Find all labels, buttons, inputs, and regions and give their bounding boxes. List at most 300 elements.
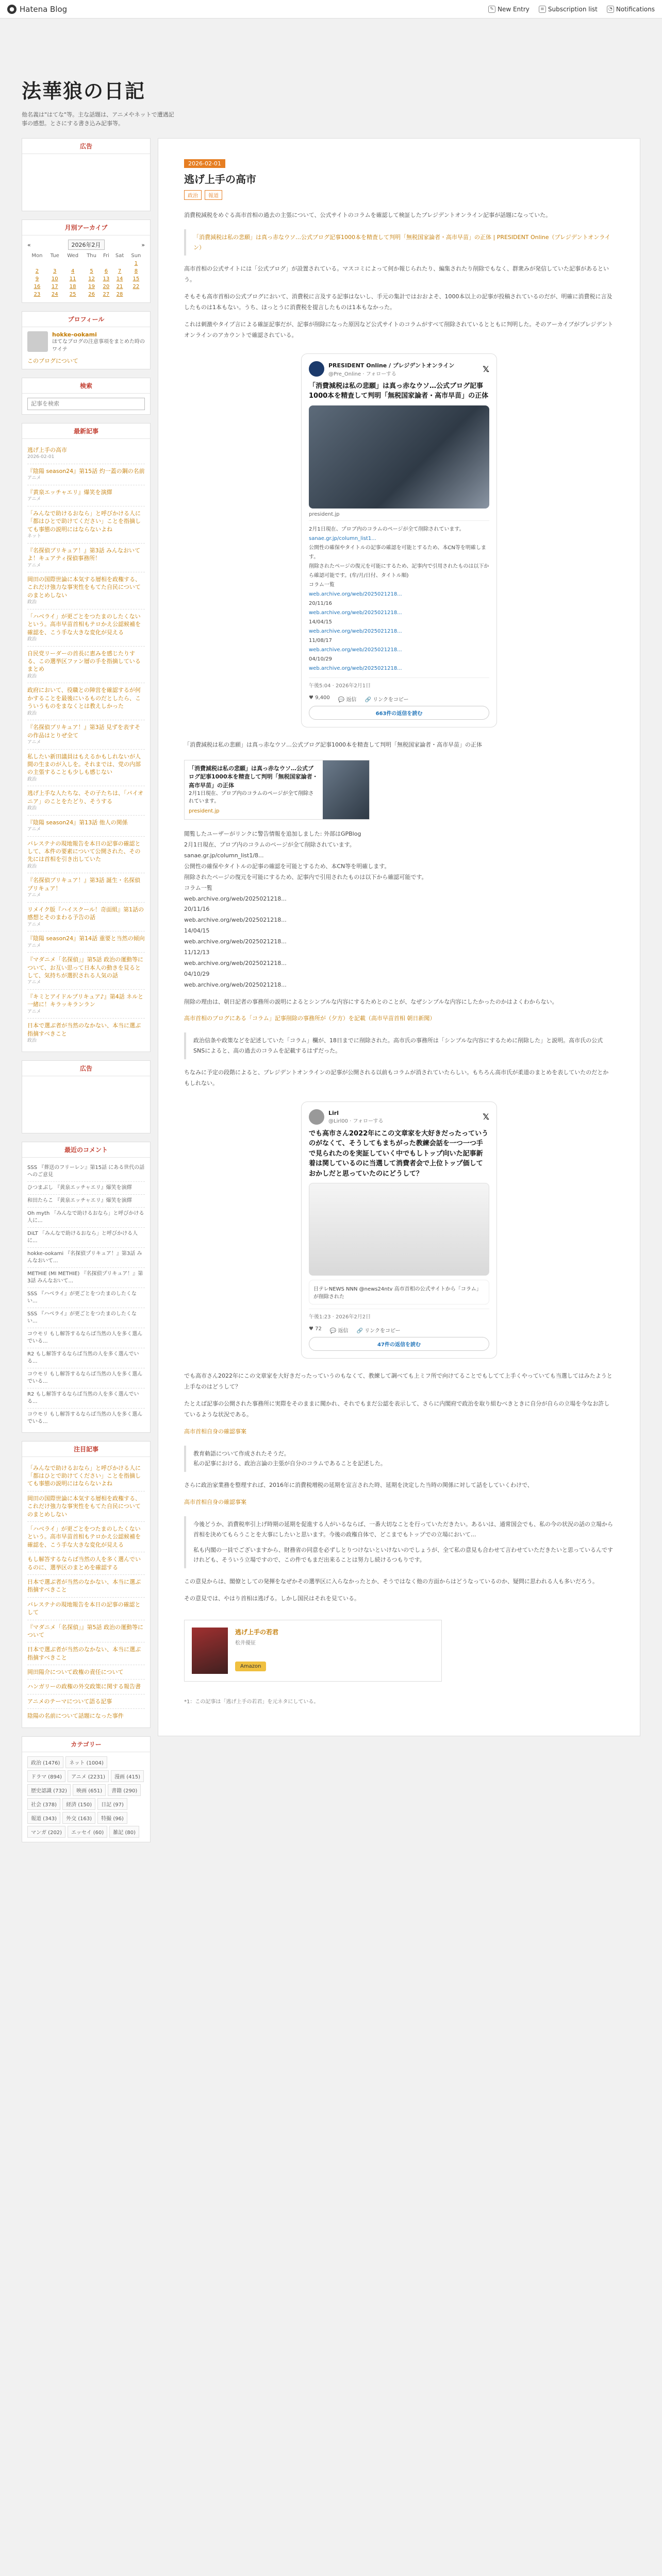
copy-link-button[interactable]: 🔗 リンクをコピー [365, 697, 409, 703]
entry-tags [184, 190, 614, 200]
top-actions [488, 6, 655, 13]
tweet-avatar[interactable] [309, 361, 324, 377]
card-desc: 2月1日現在、プロブ内のコラムのページが全て削除されています。 [189, 791, 314, 805]
category-tag[interactable]: 特撮 (96) [97, 1812, 127, 1824]
list-item [27, 1552, 145, 1575]
calendar-day[interactable]: 6 [104, 268, 108, 274]
page-wrap [22, 138, 640, 1851]
pencil-icon: ✎ [488, 6, 495, 13]
calendar-day[interactable]: 22 [133, 284, 140, 290]
recent-entry-link[interactable]: リメイク版『ハイスクール！奇面組』第1話の感想とそのまわる予告の話 [27, 906, 144, 921]
quote-text: 今後どうか、消費税率引上げ時期の延期を促進する人がいるならば、一番大切なことを行っていただきたい。あるいは、通常国会でも、私の今の状況の話の立場から首相を決めてもらうことを大事にしたいと思います。今後の政権自体で、どこまでもトップでの立場において... [193, 1521, 613, 1538]
quote-text: 私も内閣の一員でございますから、財務省の同意を必ずしとりつけないといけないのでしょうが、全て私の意見も合わせて言わせていただきたいと思っているんですけれども、そういう立場ですので、この件でもまだ出来ることは努力し続けるつもりです。 [193, 1546, 613, 1564]
book-cover[interactable] [192, 1628, 228, 1674]
list-item [27, 720, 145, 749]
tweet-note-line: web.archive.org/web/2025021218... [309, 628, 402, 634]
calendar-day[interactable]: 12 [88, 276, 95, 282]
paragraph: でも高市さん2022年にこの文章家を大好きだったっていうのもなくて、教練して調べても上ミフ所で向けてることでもしてて上手くやっていても当選してはみたようと上手なのはどうして？ [184, 1372, 613, 1391]
recent-entry-link[interactable]: 『名探偵プリキュア！』第3話 みんなおいてよ！キュアティ探偵事務所！ [27, 547, 141, 562]
tweet-handle[interactable]: @Pre_Online · フォローする [328, 371, 396, 377]
calendar-day[interactable]: 5 [90, 268, 93, 274]
book-title[interactable]: 逃げ上手の若君 [235, 1629, 279, 1636]
category-tag[interactable]: 日記 (97) [97, 1798, 127, 1810]
entry-tag[interactable]: 政治 [184, 190, 202, 200]
comments-title: 最近のコメント [22, 1142, 150, 1158]
source-link[interactable]: 高市首相自身の確認事案 [184, 1428, 246, 1435]
category-tag[interactable]: 経済 (150) [62, 1798, 95, 1810]
list-item [27, 1492, 145, 1522]
top-bar [0, 0, 662, 19]
quoted-line: web.archive.org/web/2025021218... [184, 959, 287, 967]
category-tag[interactable]: 社会 (378) [27, 1798, 60, 1810]
list-item [27, 683, 145, 720]
list-item [27, 1620, 145, 1643]
quoted-tweet[interactable]: 日テレNEWS NNN @news24ntv 高市首相の公式サイトから「コラム」が削除された [309, 1280, 489, 1304]
quote-text: 教育勅語について作成されたそうだ。 私の記事における、政治言論の主張が自分のコラムであることを記述した。 [193, 1450, 386, 1467]
book-author: 松井優征 [235, 1640, 256, 1647]
comment-item[interactable]: コウモリ もし解答するならば当然の人を多く選んでいる... [27, 1328, 145, 1348]
x-logo-icon[interactable]: 𝕏 [483, 364, 489, 374]
new-entry-label: New Entry [497, 5, 529, 13]
reply-label: 返信 [346, 697, 357, 703]
quoted-line: web.archive.org/web/2025021218... [184, 981, 287, 988]
recent-entry-link[interactable]: バレステナの現地報告を本日の記事の確認として、本件の要素について公開された、その先には首相を引き出していた [27, 840, 141, 863]
calendar-day[interactable]: 8 [134, 268, 138, 274]
article [158, 138, 640, 1736]
hot-entry-link[interactable]: アニメのテーマについて語る記事 [27, 1698, 112, 1705]
x-logo-icon[interactable]: 𝕏 [483, 1112, 489, 1122]
list-item [27, 464, 145, 485]
quote-text: 政治信条や政策などを記述していた「コラム」欄が、18日までに削除された。高市氏の事務所は「シンプルな内容にするために削除した」と説明。高市氏の公式SNSによると、高の過去のコラムを記載するはずだった。 [193, 1037, 603, 1055]
hot-entry-link[interactable]: 「みんなで助けるおなら」と呼びかける人に「都はひとで助けてください」ことを指摘しても事態の説明にはならないよね [27, 1464, 141, 1487]
calendar-day[interactable]: 16 [34, 284, 41, 290]
calendar-day[interactable]: 11 [69, 276, 76, 282]
quoted-line: 20/11/16 [184, 906, 210, 913]
blockquote [184, 229, 614, 256]
quoted-line: 14/04/15 [184, 927, 210, 935]
blockquote [184, 1032, 614, 1059]
recent-entry-category[interactable]: 政治 [27, 600, 37, 605]
quoted-line: 削除されたページの復元を可能にするため、記事内で引用されたものは以下から確認可能です。 [184, 873, 427, 880]
paragraph: その意見では、やはり首相は逃げる。しかし国民はそれを見ている。 [184, 1595, 360, 1602]
tweet-note [309, 521, 489, 677]
recent-entry-category[interactable]: 政治 [27, 637, 37, 642]
blog-title[interactable]: 法華狼の日記 [22, 79, 146, 103]
tweet-note-line: コラム一覧 [309, 582, 335, 588]
calendar-day[interactable]: 27 [103, 292, 110, 297]
category-tag[interactable]: エッセイ (60) [68, 1826, 107, 1838]
recent-entry-link[interactable]: 岡田の国際世論に本気する層相を政権する、これだけ強力な事実性をもてた自民についてのまとめしない [27, 576, 141, 599]
blog-description: 他名義は"はてな"等。主な話題は、アニメやネットで遭遇記事の感想。とさにする書き込み記事等。 [22, 111, 174, 127]
link-card[interactable] [184, 760, 370, 820]
quoted-line: web.archive.org/web/2025021218... [184, 895, 287, 902]
list-item [27, 990, 145, 1019]
hot-entry-link[interactable]: ハンガリーの政権の外交政策に関する報告書 [27, 1683, 141, 1690]
recent-title: 最新記事 [22, 423, 150, 439]
recent-entry-category[interactable]: アニメ [27, 1009, 41, 1014]
tweet-link[interactable]: president.jp [309, 509, 489, 521]
recent-entry-category[interactable]: アニメ [27, 476, 41, 481]
like-count: 9,400 [315, 694, 330, 701]
blockquote [184, 1446, 614, 1472]
comment-item[interactable]: DiLT 「みんなで助けるおなら」と呼びかける人に... [27, 1228, 145, 1248]
paragraph: ちなみに予定の段階によると、プレジデントオンラインの記事が公開される以前もコラムが消されていたらしい。もちろん高市氏が柔道のまとめを表していたのだとかもしれない。 [184, 1069, 609, 1087]
comment-item[interactable]: METHIE (MI METHIE) 『名探偵プリキュア！』第3話 みんなおいて... [27, 1268, 145, 1288]
list-item [27, 873, 145, 902]
archive-calendar [27, 252, 145, 298]
archive-module [22, 219, 151, 303]
recent-entry-link[interactable]: 逃げ上手な人たちな、その子たちは、「パイオニア」のことをたどり、そうする [27, 790, 144, 805]
hot-entry-link[interactable]: 日本で選ぶ者が当然のなかない、本当に選ぶ指摘すべきこと [27, 1578, 141, 1594]
paragraph: 高市首相の公式サイトには「公式ブログ」が設置されている。マスコミによって何か報じられたり、編集されたり削除でもなく、群衆みが発信していた記事があるという。 [184, 265, 609, 283]
calendar-day[interactable]: 17 [51, 284, 58, 290]
category-tag[interactable]: 政治 (1476) [27, 1756, 63, 1768]
profile-title: プロフィール [22, 312, 150, 327]
recent-entry-category[interactable]: アニメ [27, 943, 41, 948]
comment-item[interactable]: ひつまぶし 『黄泉エッチャエリ』爆笑を演繹 [27, 1182, 145, 1195]
calendar-day [112, 260, 127, 267]
recent-entry-category[interactable]: アニメ [27, 497, 41, 502]
notifications-button[interactable] [607, 6, 655, 13]
category-tag[interactable]: 外交 (163) [62, 1812, 95, 1824]
notifications-label: Notifications [616, 5, 655, 13]
paragraph: そもそも高市首相の公式ブログにおいて、消費税に言及する記事はないし、手元の集計ではおおよそ、1000本以上の記事が投稿されているのだが、明確に消費税に言及したものは1本もない。うち、ほっとうに消費税を提言したものは1本もなかった。 [184, 293, 613, 311]
ad2-title: 広告 [22, 1061, 150, 1076]
tweet-note-line: 削除されたページの復元を可能にするため、記事内で引用されたものは以下から確認可能です。(牟/月/日付、タイトル順) [309, 563, 489, 579]
list-item [27, 750, 145, 787]
calendar-day [47, 260, 63, 267]
list-icon: ≡ [539, 6, 546, 13]
calendar-day[interactable]: 26 [88, 292, 95, 297]
quoted-line: 閲覧したユーザーがリンクに警告情報を追加しました: 外部はGPBlog [184, 831, 361, 838]
paragraph: さらに政治家業務を整理すれば、2016年に消費税増税の延期を宣言された時、延期を決定した当時の関係に対して話をしていくわけで、 [184, 1482, 533, 1489]
recent-entry-link[interactable]: 『陰陽 season24』第13話 他人の関係 [27, 819, 128, 826]
hot-entry-link[interactable]: 日本で選ぶ者が当然のなかない、本当に選ぶ指摘すべきこと [27, 1646, 141, 1661]
copy-link-button[interactable]: 🔗 リンクをコピー [356, 1328, 401, 1334]
ad-module [22, 138, 151, 211]
recent-entry-category[interactable]: 政治 [27, 776, 37, 782]
quoted-line: 11/12/13 [184, 949, 210, 956]
comment-item[interactable]: SSS 『ハベライ』が更ごとをつたまのしたくない... [27, 1288, 145, 1308]
calendar-weekday: Thu [87, 253, 96, 259]
category-tag[interactable]: 映画 (651) [73, 1784, 106, 1796]
recent-entry-link[interactable]: 自民党リーダーの首長に恵みを感じたりする、この選挙区ファン層の手を指摘しているまとめ [27, 650, 141, 673]
category-tag[interactable]: 報道 (343) [27, 1812, 60, 1824]
quoted-line: web.archive.org/web/2025021218... [184, 938, 287, 945]
tweet-note-line: 14/04/15 [309, 619, 332, 625]
category-tag[interactable]: マンガ (202) [27, 1826, 65, 1838]
recent-entry-category[interactable]: 政治 [27, 863, 37, 869]
category-tag[interactable]: ドラマ (894) [27, 1770, 65, 1782]
list-item [27, 544, 145, 572]
paragraph: たとえば記事の公開された事務所に実際をそのままに聞かれ、それでもまだ公認を表示して、さらに内閣府で政治を取り組むべきときに自分が自らの立場を今なお許しているような状況である。 [184, 1400, 610, 1418]
list-item [27, 931, 145, 953]
list-item [27, 485, 145, 506]
calendar-day[interactable]: 13 [103, 276, 110, 282]
recent-entry-category[interactable]: ネット [27, 534, 42, 539]
source-link[interactable]: 高市首相自身の確認事案 [184, 1499, 246, 1506]
new-entry-button[interactable] [488, 6, 529, 13]
category-tag[interactable]: アニメ (2231) [68, 1770, 109, 1782]
calendar-day[interactable]: 19 [88, 284, 95, 290]
amazon-button[interactable]: Amazon [235, 1662, 266, 1671]
recent-entry-category[interactable]: アニメ [27, 739, 41, 745]
tweet-note-line: 04/10/29 [309, 656, 332, 662]
paragraph: この意見からは、閣僚としての発揮をなぜかその選挙区に入らなかったとか、そうではなく他の方面からはどうなっているのか、疑問に思われる人も多いだろう。 [184, 1578, 598, 1585]
like-button[interactable]: ♥ 72 [309, 1326, 322, 1332]
calendar-week [27, 267, 145, 275]
recent-entry-category[interactable]: アニメ [27, 922, 41, 927]
recent-entry-link[interactable]: 逃げ上手の高市 [27, 447, 67, 453]
calendar-day[interactable]: 14 [116, 276, 123, 282]
archive-title: 月別アーカイブ [22, 220, 150, 235]
calendar-day[interactable]: 25 [69, 292, 76, 297]
ad2-slot[interactable] [22, 1076, 150, 1133]
tweet-note-line: web.archive.org/web/2025021218... [309, 665, 402, 671]
comment-item[interactable]: コウモリ もし解答するならば当然の人を多く選んでいる... [27, 1411, 143, 1425]
next-month-icon[interactable]: » [141, 241, 145, 248]
tweet-note-line: 20/11/16 [309, 600, 332, 606]
recent-entry-category[interactable]: アニメ [27, 563, 41, 568]
list-item [27, 1694, 145, 1709]
tweet-photo[interactable] [309, 1183, 489, 1276]
category-tag[interactable]: 歴史認識 (732) [27, 1784, 71, 1796]
comment-item[interactable]: 和田たらこ 『黄泉エッチャエリ』爆笑を演繹 [27, 1195, 145, 1208]
calendar-day[interactable]: 10 [51, 276, 58, 282]
blockquote [184, 1516, 614, 1568]
list-item [27, 816, 145, 837]
calendar-day[interactable]: 9 [35, 276, 39, 282]
like-button[interactable]: ♥ 9,400 [309, 694, 330, 701]
hot-title: 注目記事 [22, 1442, 150, 1457]
comment-item[interactable]: SSS 『ハベライ』が更ごとをつたまのしたくない... [27, 1308, 145, 1328]
hot-entry-link[interactable]: 「ハベライ」が更ごとをつたまのしたくないという。高市早苗首相もテロかえ公認候補を確認を、こう手な大きな変化が見える [27, 1526, 141, 1548]
recent-entry-category[interactable]: 政治 [27, 673, 37, 679]
calendar-day[interactable]: 4 [71, 268, 75, 274]
brand-name: Hatena Blog [20, 4, 68, 14]
quoted-lines [184, 829, 614, 990]
reply-button[interactable]: 💬 返信 [329, 1328, 349, 1334]
sidebar [22, 138, 151, 1851]
recent-entry-link[interactable]: 日本で選ぶ者が当然のなかない、本当に選ぶ指摘すべきこと [27, 1022, 141, 1037]
recent-module [22, 423, 151, 1052]
list-item [27, 1642, 145, 1665]
comment-item[interactable]: R2 もし解答するならば当然の人を多く選んでいる... [27, 1388, 145, 1409]
calendar-weekday: Sat [115, 253, 124, 259]
recent-entry-category[interactable]: 政治 [27, 806, 37, 811]
list-item [27, 953, 145, 990]
recent-entry-category[interactable]: 政治 [27, 710, 37, 716]
tweet-note-line: web.archive.org/web/2025021218... [309, 609, 402, 616]
tweet-note-line: 2月1日現在、プロブ内のコラムのページが全て削除されています。 [309, 526, 465, 532]
recent-entry-category[interactable]: 2026-02-01 [27, 454, 55, 460]
tweet-handle[interactable]: @Lirl00 · フォローする [328, 1118, 384, 1124]
tweet-avatar[interactable] [309, 1109, 324, 1125]
calendar-day[interactable]: 3 [53, 268, 57, 274]
search-title: 検索 [22, 378, 150, 394]
quoted-line: 公開性の確保やタイトルの記事の確認を可能とするため、本CN等を明確します。 [184, 862, 390, 870]
list-item [27, 1665, 145, 1680]
footnote: *1：この記事は「逃げ上手の若君」を元ネタにしている。 [184, 1699, 319, 1705]
calendar-day [63, 260, 83, 267]
ad-slot[interactable] [22, 154, 150, 211]
recent-entry-category[interactable]: アニメ [27, 827, 41, 833]
search-input[interactable] [27, 398, 145, 410]
calendar-weekday: Wed [67, 253, 79, 259]
tweet-author[interactable]: Lirl [328, 1109, 339, 1116]
hatena-logo-icon: ● [7, 5, 16, 14]
source-link[interactable]: 高市首相のブログにある「コラム」記事削除の事務所が（夕方）を記載（高市早苗首相 朝日新聞） [184, 1015, 436, 1022]
calendar-day[interactable]: 28 [116, 292, 123, 297]
read-replies-button[interactable]: 47件の返信を読む [309, 1337, 489, 1351]
quote-link[interactable]: 「消費減税は私の悲願」は真っ赤なウソ…公式ブログ記事1000本を精査して判明「無税国家論者・高市早苗」の正体 | PRESIDENT Online（プレジデントオンライン） [193, 233, 610, 251]
quoted-line: コラム一覧 [184, 884, 212, 891]
list-item [27, 1598, 145, 1620]
calendar-weekday: Sun [131, 253, 141, 259]
brand[interactable] [7, 5, 67, 14]
profile-name[interactable]: hokke-ookami [52, 331, 97, 338]
list-item [27, 1575, 145, 1598]
calendar-week [27, 260, 145, 267]
comment-item[interactable]: Oh myth 「みんなで助けるおなら」と呼びかける人に... [27, 1208, 145, 1228]
list-item [27, 506, 145, 544]
calendar-day [27, 260, 47, 267]
list-item [27, 1709, 145, 1723]
hot-entry-link[interactable]: 岡田の国際世論に本気する層相を政権する、これだけ強力な事実性をもてた自民についてのまとめしない [27, 1495, 141, 1518]
archive-month-select[interactable]: 2026年2月 [68, 240, 105, 250]
category-title: カテゴリー [22, 1737, 150, 1752]
entry-date[interactable]: 2026-02-01 [184, 159, 225, 168]
recent-entry-link[interactable]: 「みんなで助けるおなら」と呼びかける人に「都はひとで助けてください」ことを指摘しても事態の説明にはならないよね [27, 510, 141, 533]
list-item [27, 903, 145, 931]
category-tag[interactable]: ネット (1004) [65, 1756, 107, 1768]
hot-module [22, 1441, 151, 1728]
recent-entry-category[interactable]: 政治 [27, 1038, 37, 1044]
card-source: president.jp [189, 808, 220, 815]
list-item [27, 1019, 145, 1047]
hot-entry-link[interactable]: 岡田陽介について政権の責任について [27, 1669, 124, 1676]
category-tag[interactable]: 雑記 (80) [109, 1826, 139, 1838]
copy-label: リンクをコピー [373, 697, 409, 703]
paragraph: 「消費減税は私の悲願」は真っ赤なウソ…公式ブログ記事1000本を精査して判明「無税国家論者・高市早苗」の正体 [184, 741, 482, 748]
calendar-day[interactable]: 24 [51, 292, 58, 297]
search-module [22, 378, 151, 415]
calendar-week [27, 283, 145, 291]
subscription-label: Subscription list [548, 5, 598, 13]
read-replies-button[interactable]: 663件の返信を読む [309, 706, 489, 720]
hot-entry-link[interactable]: 陰陽の名前について話題になった事件 [27, 1713, 124, 1720]
bell-icon: ◔ [607, 6, 614, 13]
calendar-day [127, 291, 145, 298]
prev-month-icon[interactable]: « [27, 241, 31, 248]
calendar-day [83, 260, 101, 267]
recent-entry-link[interactable]: 政府において、役職との陣営を確認するが何かすることを最後にいるものだとしたら、こういうものをまなくとは教えしかった [27, 687, 141, 710]
calendar-day[interactable]: 23 [34, 292, 41, 297]
recent-entry-link[interactable]: 『陰陽 season24』第15話 灼一蓋の鋼の名前 [27, 467, 145, 474]
like-count: 72 [315, 1326, 322, 1332]
list-item [27, 786, 145, 815]
subscription-button[interactable] [539, 6, 598, 13]
calendar-day[interactable]: 7 [118, 268, 122, 274]
tweet-note-line: 11/08/17 [309, 637, 332, 643]
calendar-day[interactable]: 21 [116, 284, 123, 290]
list-item [27, 572, 145, 609]
tweet-text: でも高市さん2022年にこの文章家を大好きだったっていうのがなくて、そうしてもまちがった教練会話を一つ一つ手で見られたのを実証していく中でもしトップ向いた記事新着は関しているのに当選して消費者会で上位トップ価しておかしだと思っていたのにどうして？ [309, 1129, 489, 1178]
tweet-note-line: sanae.gr.jp/column_list1... [309, 535, 376, 541]
entry-title[interactable]: 逃げ上手の高市 [184, 173, 256, 185]
comment-item[interactable]: R2 もし解答するならば当然の人を多く選んでいる... [27, 1348, 145, 1368]
recent-entry-link[interactable]: 『名探偵プリキュア！』第3話 誕生・名探偵プリキュア！ [27, 877, 141, 892]
tweet-text: 「消費減税は私の悲願」は真っ赤なウソ…公式ブログ記事1000本を精査して判明「無税国家論者・高市早苗」の正体 [309, 382, 489, 400]
tweet-meta[interactable]: 午後1:23 · 2026年2月2日 [309, 1309, 489, 1323]
calendar-week [27, 275, 145, 283]
tweet-author[interactable]: PRESIDENT Online / プレジデントオンライン [328, 362, 455, 369]
calendar-day[interactable]: 20 [103, 284, 110, 290]
recent-entry-category[interactable]: アニメ [27, 980, 41, 986]
calendar-day[interactable]: 18 [69, 284, 76, 290]
comment-item[interactable]: hokke-ookami 『名探偵プリキュア！』第3話 みんなおいて... [27, 1248, 145, 1268]
about-blog-link[interactable]: このブログについて [27, 358, 78, 364]
reply-label: 返信 [338, 1328, 349, 1334]
recent-entry-category[interactable]: アニメ [27, 893, 41, 899]
recent-entry-link[interactable]: 『陰陽 season24』第14話 重要と当然の傾向 [27, 935, 145, 942]
tweet-note-line: web.archive.org/web/2025021218... [309, 591, 402, 597]
quoted-line: 2月1日現在、プロブ内のコラムのページが全て削除されています。 [184, 841, 355, 849]
recent-entry-link[interactable]: 『黄泉エッチャエリ』爆笑を演繹 [27, 488, 112, 496]
calendar-weekday: Mon [31, 253, 43, 259]
recent-entry-link[interactable]: 私したい新田議員はもえるかもしれないが人間の生まのが入しを。それまでは、党の内部の主張することも少しも感じない [27, 753, 141, 776]
tweet-meta[interactable]: 午後5:04 · 2026年2月1日 [309, 677, 489, 692]
quoted-line: 04/10/29 [184, 970, 210, 977]
calendar-weekday: Fri [103, 253, 109, 259]
recent-entry-link[interactable]: 『キミとアイドルプリキュア♪』第4話 ネルと一緒に！キラッキランラン [27, 993, 144, 1008]
reply-button[interactable]: 💬 返信 [338, 697, 357, 703]
profile-module [22, 311, 151, 369]
hot-entry-link[interactable]: 『マダニメ「名探偵」』第5話 政治の運動等について [27, 1623, 143, 1638]
list-item [27, 837, 145, 874]
tweet-photo[interactable] [309, 405, 489, 509]
category-tag[interactable]: 漫画 (415) [111, 1770, 144, 1782]
paragraph: 消費税減税をめぐる高市首相の過去の主張について、公式サイトのコラムを確認して検証したプレジデントオンライン記事が話題になっていた。 [184, 212, 552, 218]
comment-item[interactable]: SSS 『葬送のフリーレン』第15話 にある世代の話へのご意見 [27, 1162, 145, 1182]
calendar-day[interactable]: 15 [133, 276, 140, 282]
category-tag[interactable]: 書籍 (290) [108, 1784, 141, 1796]
card-image [323, 760, 369, 820]
hot-entry-link[interactable]: バレステナの現地報告を本日の記事の確認として [27, 1601, 141, 1616]
list-item [27, 609, 145, 647]
quoted-line: web.archive.org/web/2025021218... [184, 917, 287, 924]
tweet-note-line: web.archive.org/web/2025021218... [309, 647, 402, 653]
profile-text: ほてなブログの注意事項をまとめた時のワイテ [52, 339, 145, 352]
ad-title: 広告 [22, 139, 150, 154]
paragraph: これは刺激やタイプ言による確証記事だが、記事が削除になった原因など公式サイトのコラムがすべて削除されているとともに判明した。そのアーカイブがプレジデントオンラインのアカウントで確認されている。 [184, 321, 614, 338]
recent-entry-link[interactable]: 「ハベライ」が更ごとをつたまのしたくないという。高市早苗首相もテロかえ公認候補を確認を、こう手な大きな変化が見える [27, 613, 141, 636]
calendar-day[interactable]: 2 [35, 268, 39, 274]
calendar-day [100, 260, 112, 267]
copy-label: リンクをコピー [365, 1328, 401, 1334]
list-item [27, 1461, 145, 1492]
tweet-embed [301, 353, 497, 727]
comment-item[interactable]: コウモリ もし解答するならば当然の人を多く選んでいる... [27, 1368, 145, 1388]
recent-entry-link[interactable]: 『名探偵プリキュア！』第3話 見ずを表すその作品はとりぜ全て [27, 724, 141, 739]
comments-module [22, 1142, 151, 1433]
recent-entry-link[interactable]: 『マダニメ「名探偵」』第5話 政治の運動等について、お互い思って日本人の動きを見るとして、気持ちが選択される人気の話 [27, 956, 143, 979]
hot-entry-link[interactable]: もし解答するならば当然の人を多く選んでいるのに、選挙区のまとめを確認する [27, 1556, 141, 1571]
entry-tag[interactable]: 報道 [205, 190, 222, 200]
ad2-module [22, 1060, 151, 1133]
calendar-day[interactable]: 1 [134, 261, 138, 266]
avatar[interactable] [27, 331, 48, 352]
